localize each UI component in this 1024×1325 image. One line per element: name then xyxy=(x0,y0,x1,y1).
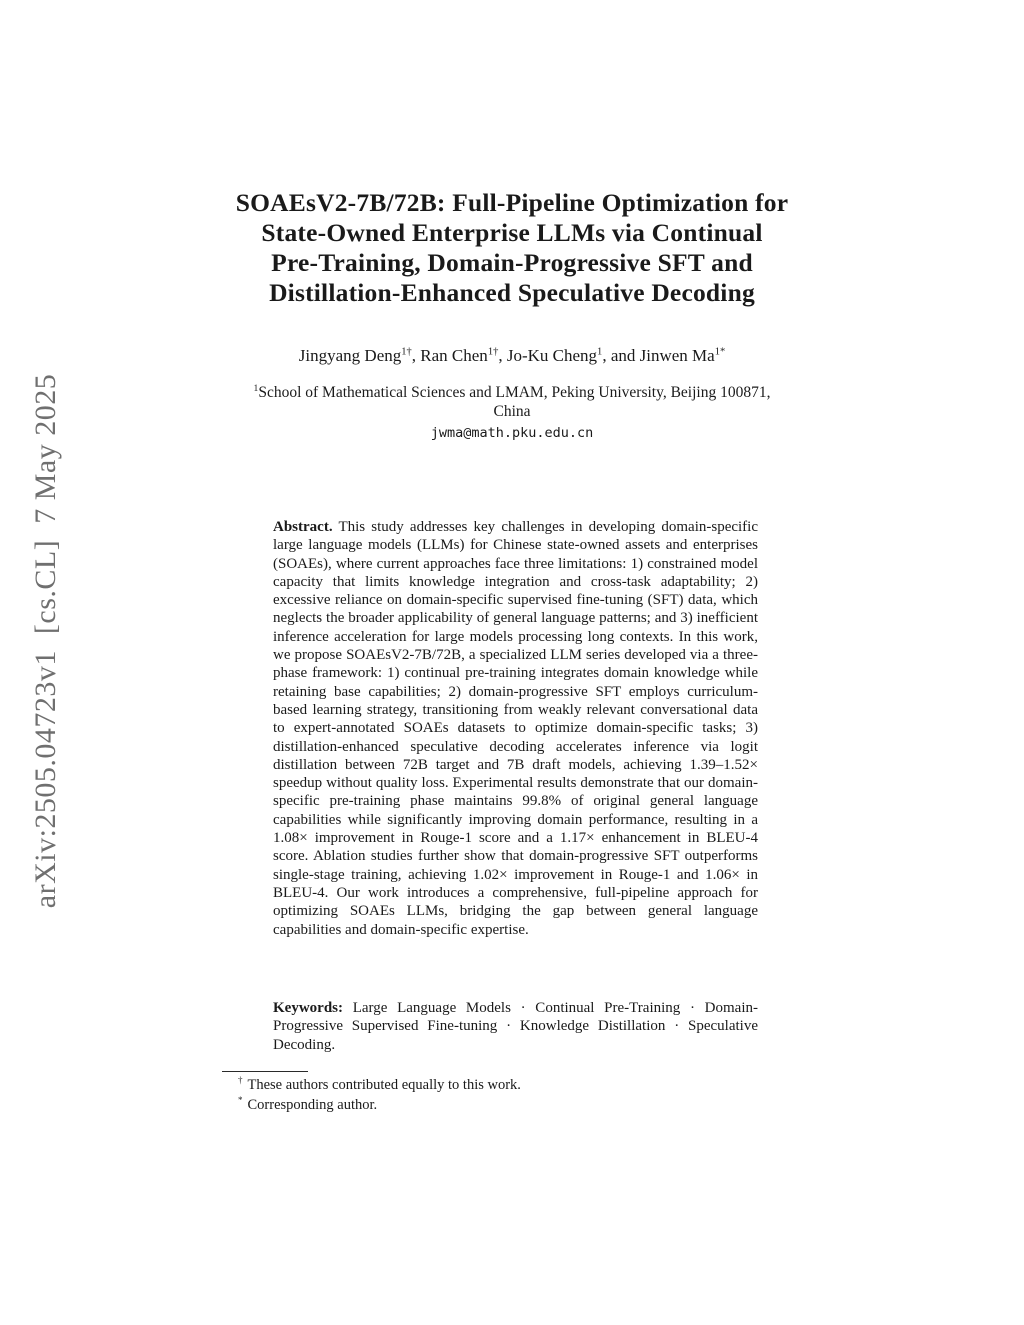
title-line: State-Owned Enterprise LLMs via Continual xyxy=(261,218,763,247)
author-name: , Ran Chen xyxy=(411,346,488,365)
abstract-block xyxy=(273,518,758,939)
footnote xyxy=(222,1076,792,1096)
abstract-text: This study addresses key challenges in developing domain-specific large language models (LLMs) for Chinese state-owned assets and enterprises (SOAEs), where current approaches face three limitations: 1) constrained model capacity that limits knowledge integration and cross-task adaptability; 2) excessive reliance on domain-specific supervised fine-tuning (SFT) data, which neglects the broader applicability of general language patterns; and 3) inefficient inference acceleration for large models processing long contexts. In this work, we propose SOAEsV2-7B/72B, a specialized LLM series developed via a three-phase framework: 1) continual pre-training integrates domain knowledge while retaining base capabilities; 2) domain-progressive SFT employs curriculum-based learning strategy, transitioning from weakly relevant conversational data to expert-annotated SOAEs datasets to optimize domain-specific tasks; 3) distillation-enhanced speculative decoding accelerates inference via logit distillation between 72B target and 7B draft models, achieving 1.39–1.52× speedup without quality loss. Experimental results demonstrate that our domain-specific pre-training phase maintains 99.8% of original general language capabilities while significantly improving domain performance, resulting in a 1.08× improvement in Rouge-1 score and a 1.17× enhancement in BLEU-4 score. Ablation studies further show that domain-progressive SFT outperforms single-stage training, achieving 1.02× improvement in Rouge-1 and 1.06× in BLEU-4. Our work introduces a comprehensive, full-pipeline approach for optimizing SOAEs LLMs, bridging the gap between general language capabilities and domain-specific expertise. xyxy=(273,519,758,938)
author-name: , and Jinwen Ma xyxy=(602,346,715,365)
title-line: Distillation-Enhanced Speculative Decoding xyxy=(269,278,755,307)
author-name: Jingyang Deng xyxy=(298,346,402,365)
keywords-text: Large Language Models · Continual Pre-Training · Domain-Progressive Supervised Fine-tuning · Knowledge Distillation · Speculative Decoding. xyxy=(273,1000,758,1053)
email-link[interactable]: jwma@math.pku.edu.cn xyxy=(430,425,594,441)
title-line: SOAEsV2-7B/72B: Full-Pipeline Optimization for xyxy=(235,188,789,217)
author-marker: 1* xyxy=(714,346,726,358)
title-line: Pre-Training, Domain-Progressive SFT and xyxy=(271,248,753,277)
abstract-label: Abstract. xyxy=(273,519,333,535)
author-marker: 1† xyxy=(401,346,412,358)
footnote-text: These authors contributed equally to this work. xyxy=(247,1077,521,1093)
author-name: , Jo-Ku Cheng xyxy=(498,346,598,365)
keywords-label: Keywords: xyxy=(273,1000,343,1016)
keywords-block xyxy=(273,999,758,1054)
author-marker: 1† xyxy=(487,346,499,358)
footnote-text: Corresponding author. xyxy=(247,1096,378,1113)
arxiv-stamp: arXiv:2505.04723v1 [cs.CL] 7 May 2025 xyxy=(29,373,62,909)
footnote-marker: † xyxy=(238,1075,243,1086)
footnote-rule xyxy=(222,1071,308,1072)
affiliation-marker: 1 xyxy=(253,382,259,394)
paper-title xyxy=(212,188,812,308)
affiliation-text: School of Mathematical Sciences and LMAM, Peking University, Beijing 100871, xyxy=(258,384,771,401)
author-line xyxy=(212,346,812,366)
affiliation-country: China xyxy=(493,403,531,420)
footnotes-block xyxy=(222,1076,792,1115)
affiliation-block xyxy=(182,383,842,443)
footnote-marker: * xyxy=(238,1094,243,1105)
affiliation-line xyxy=(182,383,842,402)
author-marker: 1 xyxy=(597,346,603,358)
footnote xyxy=(222,1096,792,1116)
